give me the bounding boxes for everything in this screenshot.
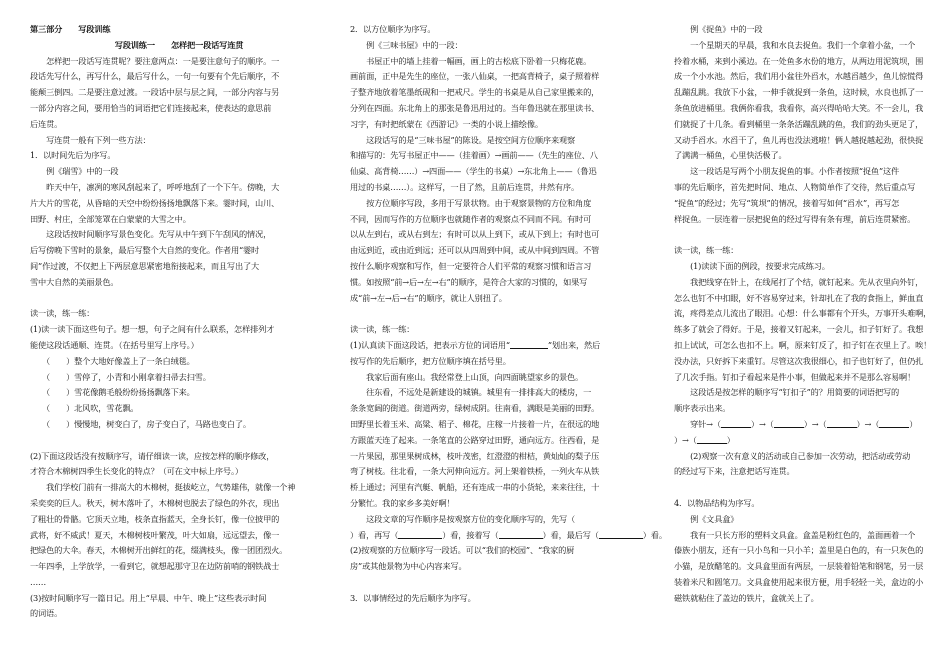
fill-in-blank[interactable]: [827, 418, 857, 428]
fill-in-blank[interactable]: [721, 418, 751, 428]
text-line: 习字，有时把纸蒙在《西游记》一类的小说上描绘像。: [350, 118, 543, 129]
fill-in-blank[interactable]: [599, 529, 643, 539]
text-line: 桥上通过；河里有汽艇、帆船，还有连成一串的小货轮，来来往往，十: [350, 482, 600, 493]
text-line: 能使这段话通顺、连贯。（在括号里写上序号。）: [30, 339, 199, 350]
text-line: [350, 306, 650, 322]
text-line: (1)认真读下面这段话，把表示方位的词语用“ ”划出来，然后: [350, 339, 601, 350]
text-line: (3)按时间顺序写一篇日记。用上“早晨、中午、晚上”这些表示时间: [30, 592, 267, 603]
text-line: 由远到近，或由近到远；还可以从四周到中间，或从中间到四周。不管: [350, 245, 600, 256]
text-line: 这一段话是写两个小朋友捉鱼的事。小作者按照“捉鱼”这件: [674, 166, 900, 177]
text-line: 间”作过渡，不仅把上下两层意思紧密地衔接起来，而且写出了大: [30, 260, 260, 271]
text-line: 后连贯。: [30, 118, 63, 129]
text-line: 片大片的雪花，从昏暗的天空中纷纷扬扬地飘落下来。霎时间，山川、: [30, 197, 280, 208]
text-line: 们就捉了十几条。看到桶里一条条活蹦乱跳的鱼，我们的劲头更足了，: [674, 118, 924, 129]
text-line: 田野、村庄，全部笼罩在白蒙蒙的大雪之中。: [30, 213, 191, 224]
column-left: [30, 22, 328, 671]
text-line: 例《瑞雪》中的一段: [30, 166, 119, 177]
text-line: 2．以方位顺序为序写。: [350, 24, 436, 34]
text-line: 读一读，练一练：: [350, 324, 415, 335]
text-line: 例《文具盒》: [674, 513, 739, 524]
text-line: 段话先写什么，再写什么，最后写什么，一句一句要有个先后顺序，不: [30, 71, 280, 82]
text-line: 样捉鱼。一层连着一层把捉鱼的经过写得有条有理，前后连贯紧密。: [674, 213, 916, 224]
text-line: 房”或其他景物为中心内容来写。: [350, 561, 467, 572]
text-line: （ ）整个大地好像盖上了一条白绒毯。: [30, 355, 195, 366]
text-line: 把绿色的大伞。春天，木棉树开出鲜红的花，缀满枝头，像一团团烈火。: [30, 545, 288, 556]
text-line: 4．以物品结构为序写。: [674, 497, 760, 508]
text-line: 怎样把一段话写连贯呢？要注意两点：一是要注意句子的顺序。一: [30, 55, 280, 66]
text-line: （ ）慢慢地，树变白了，房子变白了，马路也变白了。: [30, 418, 251, 429]
text-line: [674, 227, 936, 243]
text-line: 方跟蓝天连了起来。一条笔直的公路穿过田野，通向远方。往西看，是: [350, 434, 600, 445]
text-line: 分列在四面。东北角上的那张是鲁迅用过的。当年鲁迅就在那里读书、: [350, 102, 600, 113]
fill-in-blank[interactable]: [697, 434, 727, 444]
lesson-title: 写段训练一 怎样把一段话写连贯: [114, 39, 244, 50]
fill-in-blank[interactable]: [510, 339, 548, 349]
text-line: 扣上试试，可怎么也扣不上。啊，原来钉反了，扣子钉在衣里上了。唉！: [674, 339, 932, 350]
text-line: 3．以事情经过的先后顺序为序写。: [350, 592, 476, 603]
text-line: 流，疼得差点儿流出了眼泪。心想：什么事都有个开头，万事开头难啊，: [674, 308, 932, 319]
column-middle-body: [350, 22, 667, 606]
text-line: 了满满一桶鱼，心里快活极了。: [674, 150, 787, 161]
text-line: 和描写的：先写书屋正中——（挂着画）→画前——（先生的座位、八: [350, 150, 598, 161]
text-line: 了几次手指。钉扣子看起来是件小事，但做起来并不是那么容易啊！: [674, 371, 916, 382]
text-line: 成“前→左→后→右”的顺序，就让人别扭了。: [350, 292, 507, 303]
text-line: 条条宽阔的街道。街道两旁，绿树成阴。往南看，满眼是美丽的田野。: [350, 403, 600, 414]
text-line: 这段话按时间顺序写景色变化。先写从中午到下午刮风的情况，: [30, 229, 272, 240]
text-line: 成一个小水池。然后，我们用小盆往外舀水，水越舀越少，鱼儿惊慌得: [674, 71, 924, 82]
text-line: [674, 480, 936, 496]
text-line: 顺序表示出来。: [674, 403, 731, 414]
part-heading: 第三部分 写段训练: [30, 24, 111, 34]
text-line: 例《捉鱼》中的一段: [674, 24, 763, 34]
fill-in-blank[interactable]: [398, 529, 442, 539]
text-line: 按什么顺序观察和写作，但一定要符合人们平常的观察习惯和语言习: [350, 260, 592, 271]
text-line: [30, 291, 328, 307]
text-line: 乱蹦乱跳。我放下小盆，一伸手就捉到一条鱼，这时候，水良也抓了一: [674, 87, 924, 98]
fill-in-blank[interactable]: [774, 418, 804, 428]
text-line: 的经过写下来，注意把话写连贯。: [674, 466, 795, 477]
text-line: ……: [30, 576, 47, 587]
text-line: 往东看，不远处是新建设的城镇。城里有一排排高大的楼房，一: [350, 387, 592, 398]
text-line: ）看，再写（ ）看，接着写（ ）看，最后写（ ）看。: [350, 529, 667, 540]
text-line: （ ）雪停了，小青和小刚拿着扫帚去扫雪。: [30, 371, 211, 382]
text-line: “捉鱼”的经过；先写“筑坝”的情况，接着写如何“舀水”，再写怎: [674, 197, 900, 208]
text-line: 后写傍晚下雪时的景象，最后写整个大自然的变化。作者用“霎时: [30, 245, 260, 256]
column-left-body: [30, 54, 328, 623]
text-line: 这段话写的是“三味书屋”的陈设。是按空间方位顺序来观察: [350, 134, 576, 145]
text-line: 读一读，练一练：: [674, 245, 739, 256]
text-line: 小猫，是放醋笔的。文具盒里面有两层，一层装着铅笔和钢笔，另一层: [674, 561, 924, 572]
text-line: 装着米尺和圆笔刀。文具盒使用起来很方便，用手轻轻一关，盒边的小: [674, 576, 924, 587]
text-line: 磁铁就粘住了盖边的铁片，盒就关上了。: [674, 592, 819, 603]
text-line: 雪中大自然的美丽景色。: [30, 276, 119, 287]
text-line: 采奕奕的巨人。秋天，树木落叶了，木棉树也脱去了绿色的外衣，现出: [30, 497, 280, 508]
text-line: 1．以时间先后为序写。: [30, 150, 116, 161]
text-line: （ ）北风吹，雪花飘。: [30, 403, 139, 414]
text-line: 用过的书桌……）。这样写，一目了然，且前后连贯，井然有序。: [350, 181, 579, 192]
text-line: 分繁忙。我的家乡多美好啊！: [350, 497, 455, 508]
text-line: 读一读，练一练：: [30, 308, 95, 319]
text-line: 以从左到右，或从右到左；有时可以从上到下，或从下到上；有时也可: [350, 229, 600, 240]
text-line: (1)读读下面的例段，按要求完成练习。: [674, 260, 830, 271]
text-line: 一个星期天的早晨，我和水良去捉鱼。我们一个拿着小盆，一个: [674, 39, 916, 50]
text-line: ）→（ ）: [674, 434, 735, 445]
fill-in-blank[interactable]: [879, 418, 909, 428]
text-line: （ ）雪花像鹅毛般纷纷扬扬飘落下来。: [30, 387, 195, 398]
text-line: 按方位顺序写段，多用于写景状物。由于观察景物的方位和角度: [350, 197, 592, 208]
text-line: 能颠三倒四。二是要注意过渡。一段话中层与层之间，一部分内容与另: [30, 87, 280, 98]
text-line: [350, 575, 650, 591]
text-line: 例《三味书屋》中的一段：: [350, 39, 463, 50]
text-line: 才符合木棉树四季生长变化的特点？（可在文中标上序号。）: [30, 466, 243, 477]
text-line: 写连贯一般有下列一些方法：: [30, 134, 151, 145]
text-line: 我有一只长方形的塑料文具盒。盒盖是粉红色的，盖面画着一个: [674, 529, 916, 540]
text-line: 弯了树枝。往北看，一条大河伸向远方。河上架着铁桥，一列火车从铁: [350, 466, 600, 477]
text-line: 仙桌、高背椅……）→四面——（学生的书桌）→东北角上——（鲁迅: [350, 166, 597, 177]
text-line: 昨天中午，凛冽的寒风刮起来了，呼呼地刮了一个下午。傍晚，大: [30, 181, 280, 192]
text-line: 又动手舀水。水舀干了，鱼儿再也没法逃啦！俩人越捉越起劲，很快捉: [674, 134, 924, 145]
text-line: 不同，因而写作的方位顺序也就随作者的观察点不同而不同。有时可: [350, 213, 592, 224]
text-line: (2)按观察的方位顺序写一段话。可以“我们的校园”、“我家的厨: [350, 545, 575, 556]
text-line: 我们学校门前有一排高大的木棉树，挺拔屹立，气势雄伟，就像一个神: [30, 482, 296, 493]
text-line: 没办法，只好拆下来重钉。尽管这次我很细心，扣子也钉好了，但仍扎: [674, 355, 924, 366]
text-line: 我家后面有座山。我经常登上山顶，向四面眺望家乡的景色。: [350, 371, 584, 382]
text-line: (2)观察一次有意义的活动或自己参加一次劳动，把活动或劳动: [674, 450, 911, 461]
text-line: 拎着水桶，来到小溪边。在一处鱼多水份的地方，从两边用泥筑坝，围: [674, 55, 924, 66]
text-line: 穿针→（ ）→（ ）→（ ）→（ ）: [674, 418, 918, 429]
text-line: 的词语。: [30, 608, 63, 619]
text-line: 怎么也钉不中扣眼，好不容易穿过来，针却扎在了我的食指上，鲜血直: [674, 292, 924, 303]
text-line: (2)下面这段话没有按顺序写，请仔细读一读，应按怎样的顺序修改，: [30, 450, 275, 461]
text-line: 武将，好不威武！夏天，木棉树枝叶繁茂，叶大如扇，远远望去，像一: [30, 529, 280, 540]
text-line: 按写作的先后顺序，把方位顺序填在括号里。: [350, 355, 511, 366]
column-right-body: [674, 22, 936, 606]
column-right: [674, 22, 936, 671]
text-line: [30, 433, 328, 449]
text-line: 事的先后顺序，首先把时间、地点、人物简单作了交待，然后重点写: [674, 181, 916, 192]
text-line: 这段文章的写作顺序是按观察方位的变化顺序写的，先写（: [350, 513, 576, 524]
text-line: 子整齐地放着笔墨纸砚和一把戒尺。学生的书桌是从自己家里搬来的，: [350, 87, 600, 98]
text-line: 练多了就会了得好。于是，接着又钉起来，一会儿，扣子钉好了。我想: [674, 324, 924, 335]
text-line: 书屋正中的墙上挂着一幅画，画上的古松底下卧着一只梅花鹿。: [350, 55, 592, 66]
text-line: 一片果园，那里果树成林，枝叶茂密，红澄澄的柑桔，黄灿灿的梨子压: [350, 450, 600, 461]
text-line: 这段话是按怎样的顺序写“钉扣子”的？用简要的词语把写的: [674, 387, 900, 398]
column-middle: [350, 22, 667, 671]
text-line: 条鱼放进桶里。我俩你看我，我看你，高兴得哈哈大笑。不一会儿，我: [674, 102, 924, 113]
text-line: 我把线穿在针上，在线尾打了个结，就钉起来。先从衣里向外钉，: [674, 276, 924, 287]
text-line: (1)读一读下面这些句子。想一想，句子之间有什么联系，怎样排列才: [30, 324, 275, 335]
text-line: 田野里长着玉米、高粱、稻子、棉花，庄稼一片接着一片，在很远的地: [350, 418, 600, 429]
text-line: 了粗壮的骨骼。它顶天立地，枝条直指蓝天，全身长钉，像一位披甲的: [30, 513, 280, 524]
text-line: 画前面，正中是先生的座位，一张八仙桌，一把高背椅子，桌子照着样: [350, 71, 600, 82]
text-line: 傣族小朋友，还有一只小鸟和一只小羊；盖里是白色的，有一只灰色的: [674, 545, 924, 556]
text-line: 一部分内容之间，要用恰当的词语把它们连接起来，使表达的意思前: [30, 102, 272, 113]
fill-in-blank[interactable]: [499, 529, 543, 539]
text-line: 一年四季，上学放学，一看到它，就想起那守卫在边防前哨的钢铁战士: [30, 561, 280, 572]
text-line: 惯。如按照“前→后→左→右”的顺序，是符合大家的习惯的，如果写: [350, 276, 588, 287]
